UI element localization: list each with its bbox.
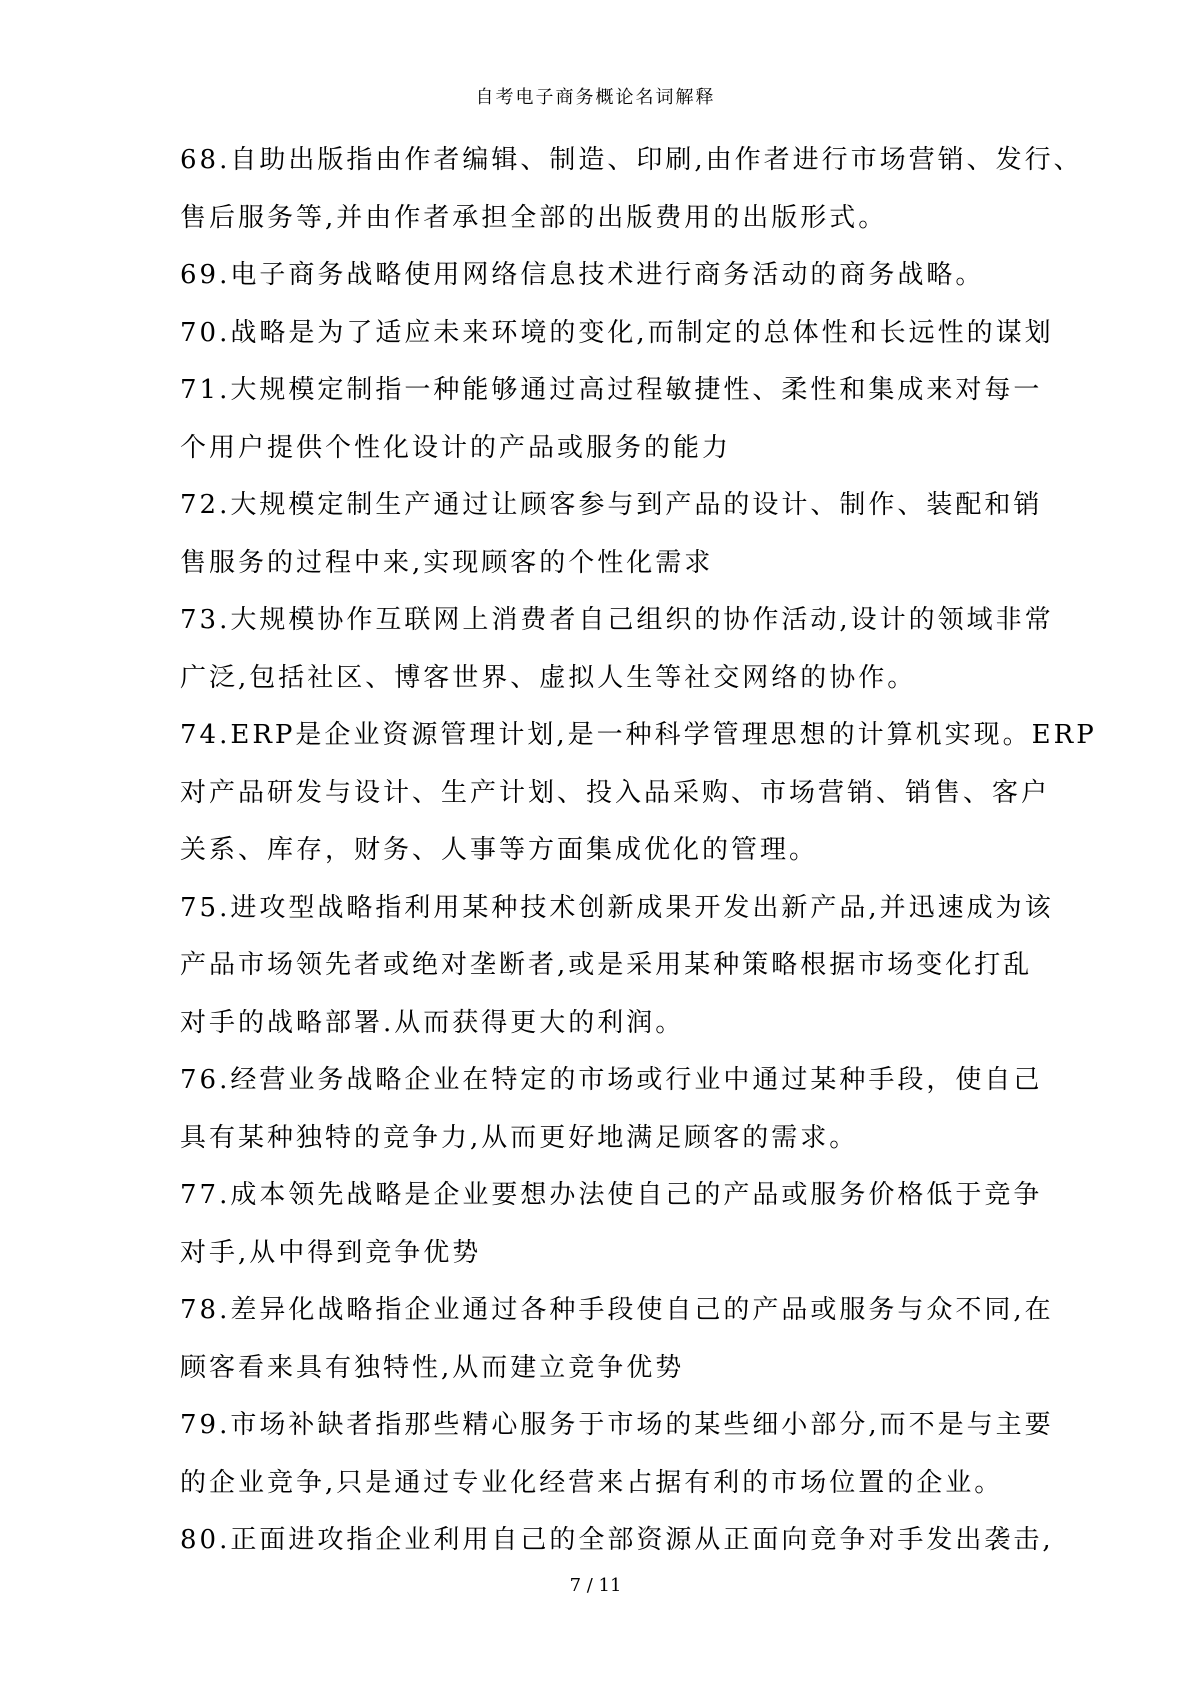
text-line: 68.自助出版指由作者编辑、制造、印刷,由作者进行市场营销、发行、 [180, 145, 1083, 175]
definition-entry-75 [180, 880, 1054, 1053]
definition-entry-74 [180, 707, 1097, 880]
text-line: 个用户提供个性化设计的产品或服务的能力 [180, 432, 732, 463]
text-line: 78.差异化战略指企业通过各种手段使自己的产品或服务与众不同,在 [180, 1295, 1054, 1325]
text-line: 79.市场补缺者指那些精心服务于市场的某些细小部分,而不是与主要 [180, 1410, 1054, 1440]
definitions-list [180, 132, 1097, 1570]
definition-entry-77 [180, 1167, 1043, 1282]
text-line: 71.大规模定制指一种能够通过高过程敏捷性、柔性和集成来对每一 [180, 375, 1043, 405]
text-line: 73.大规模协作互联网上消费者自己组织的协作活动,设计的领域非常 [180, 605, 1054, 635]
text-line: 关系、库存，财务、人事等方面集成优化的管理。 [180, 835, 819, 865]
definition-entry-78 [180, 1282, 1054, 1397]
text-line: 77.成本领先战略是企业要想办法使自己的产品或服务价格低于竞争 [180, 1180, 1043, 1210]
definition-entry-79 [180, 1397, 1054, 1512]
text-line: 76.经营业务战略企业在特定的市场或行业中通过某种手段，使自己 [180, 1065, 1043, 1095]
definition-entry-76 [180, 1052, 1043, 1167]
text-line: 对手,从中得到竞争优势 [180, 1237, 482, 1268]
definition-entry-69 [180, 247, 1020, 305]
text-line: 顾客看来具有独特性,从而建立竞争优势 [180, 1352, 685, 1383]
page-number: 7 / 11 [569, 1575, 622, 1596]
text-line: 对产品研发与设计、生产计划、投入品采购、市场营销、销售、客户 [180, 777, 1051, 808]
text-line: 72.大规模定制生产通过让顾客参与到产品的设计、制作、装配和销 [180, 490, 1043, 520]
text-line: 售服务的过程中来,实现顾客的个性化需求 [180, 547, 714, 578]
definition-entry-71 [180, 362, 1043, 477]
text-line: 产品市场领先者或绝对垄断者,或是采用某种策略根据市场变化打乱 [180, 950, 1033, 980]
text-line: 的企业竞争,只是通过专业化经营来占据有利的市场位置的企业。 [180, 1467, 1004, 1498]
text-line: 69.电子商务战略使用网络信息技术进行商务活动的商务战略。 [180, 260, 985, 290]
text-line: 售后服务等,并由作者承担全部的出版费用的出版形式。 [180, 202, 888, 233]
text-line: 广泛,包括社区、博客世界、虚拟人生等社交网络的协作。 [180, 662, 917, 693]
definition-entry-80 [180, 1512, 1054, 1570]
definition-entry-72 [180, 477, 1043, 592]
text-line: 80.正面进攻指企业利用自己的全部资源从正面向竞争对手发出袭击, [180, 1525, 1054, 1555]
text-line: 具有某种独特的竞争力,从而更好地满足顾客的需求。 [180, 1122, 859, 1153]
text-line: 对手的战略部署.从而获得更大的利润。 [180, 1007, 685, 1038]
definition-entry-70 [180, 305, 1054, 363]
text-line: 74.ERP是企业资源管理计划,是一种科学管理思想的计算机实现。ERP [180, 720, 1097, 750]
page-header-title: 自考电子商务概论名词解释 [475, 87, 716, 108]
text-line: 70.战略是为了适应未来环境的变化,而制定的总体性和长远性的谋划 [180, 317, 1054, 348]
definition-entry-68 [180, 132, 1083, 247]
definition-entry-73 [180, 592, 1054, 707]
text-line: 75.进攻型战略指利用某种技术创新成果开发出新产品,并迅速成为该 [180, 892, 1054, 923]
